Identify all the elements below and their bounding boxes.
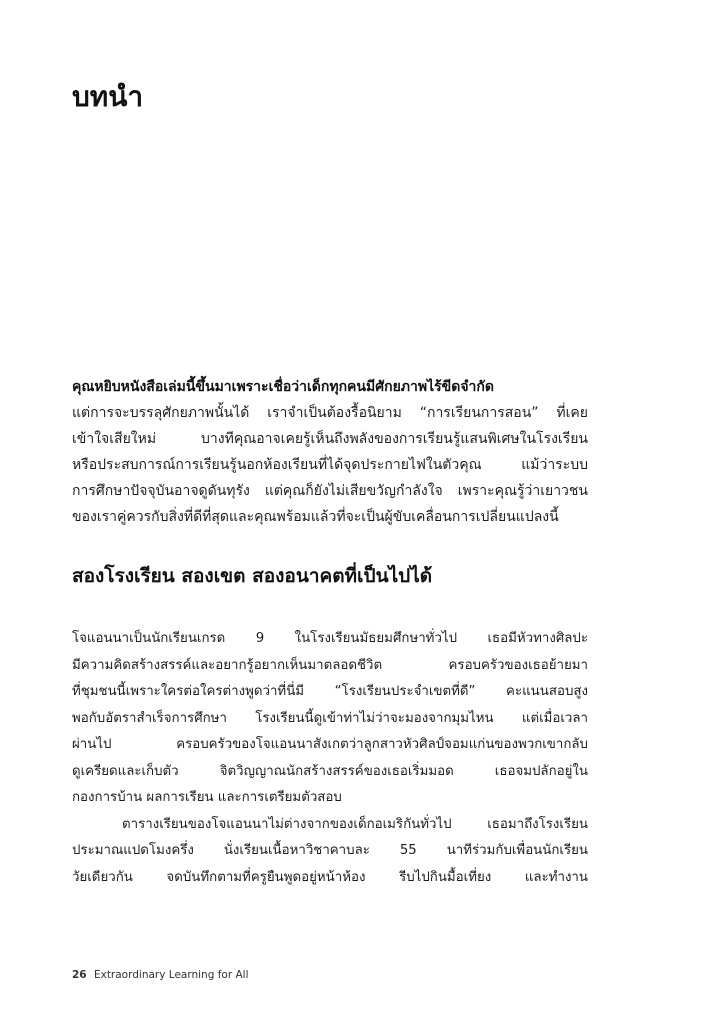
intro-line: ของเราคู่ควรกับสิ่งที่ดีที่สุดและคุณพร้อมแล้วที่จะเป็นผู้ขับเคลื่อนการเปลี่ยนแปลงนี้ (72, 509, 559, 525)
intro-lead-line: คุณหยิบหนังสือเล่มนี้ขึ้นมาเพราะเชื่อว่าเด็กทุกคนมีศักยภาพไร้ขีดจำกัด (72, 379, 494, 395)
body-text (72, 626, 588, 891)
page-footer (72, 969, 249, 981)
body-line: มีความคิดสร้างสรรค์และอยากรู้อยากเห็นมาตลอดชีวิต ครอบครัวของเธอย้ายมา (72, 657, 588, 673)
body-line: ประมาณแปดโมงครึ่ง นั่งเรียนเนื้อหาวิชาคาบละ 55 นาทีร่วมกับเพื่อนนักเรียน (72, 843, 588, 858)
body-line: ที่ชุมชนนี้เพราะใครต่อใครต่างพูดว่าที่นี่มี “โรงเรียนประจำเขตที่ดี” คะแนนสอบสูง (72, 684, 588, 699)
body-line: ตารางเรียนของโจแอนนาไม่ต่างจากของเด็กอเมริกันทั่วไป เธอมาถึงโรงเรียน (122, 816, 588, 832)
intro-paragraph (72, 374, 588, 530)
book-title: Extraordinary Learning for All (93, 969, 249, 981)
body-line: วัยเดียวกัน จดบันทึกตามที่ครูยืนพูดอยู่หน้าห้อง รีบไปกินมื้อเที่ยง และทำงาน (72, 869, 588, 885)
body-line: กองการบ้าน ผลการเรียน และการเตรียมตัวสอบ (72, 790, 342, 805)
body-line: ผ่านไป ครอบครัวของโจแอนนาสังเกตว่าลูกสาวหัวศิลป์จอมแก่นของพวกเขากลับ (72, 737, 588, 752)
body-line: พอกับอัตราสำเร็จการศึกษา โรงเรียนนี้ดูเข้าท่าไม่ว่าจะมองจากมุมไหน แต่เมื่อเวลา (72, 710, 588, 726)
page-number: 26 (72, 969, 87, 981)
intro-line: การศึกษาปัจจุบันอาจดูดันทุรัง แต่คุณก็ยังไม่เสียขวัญกำลังใจ เพราะคุณรู้ว่าเยาวชน (72, 483, 588, 499)
intro-line: เข้าใจเสียใหม่ บางทีคุณอาจเคยรู้เห็นถึงพลังของการเรียนรู้แสนพิเศษในโรงเรียน (72, 431, 588, 447)
body-line: ดูเครียดและเก็บตัว จิตวิญญาณนักสร้างสรรค์ของเธอเริ่มมอด เธอจมปลักอยู่ใน (72, 763, 588, 779)
intro-line: หรือประสบการณ์การเรียนรู้นอกห้องเรียนที่ได้จุดประกายไฟในตัวคุณ แม้ว่าระบบ (72, 457, 588, 473)
page-title: บทนำ (72, 80, 144, 113)
body-line: โจแอนนาเป็นนักเรียนเกรด 9 ในโรงเรียนมัธยมศึกษาทั่วไป เธอมีหัวทางศิลปะ (72, 631, 588, 646)
section-heading: สองโรงเรียน สองเขต สองอนาคตที่เป็นไปได้ (72, 565, 433, 587)
intro-line: แต่การจะบรรลุศักยภาพนั้นได้ เราจำเป็นต้องรื้อนิยาม “การเรียนการสอน” ที่เคย (72, 405, 588, 421)
